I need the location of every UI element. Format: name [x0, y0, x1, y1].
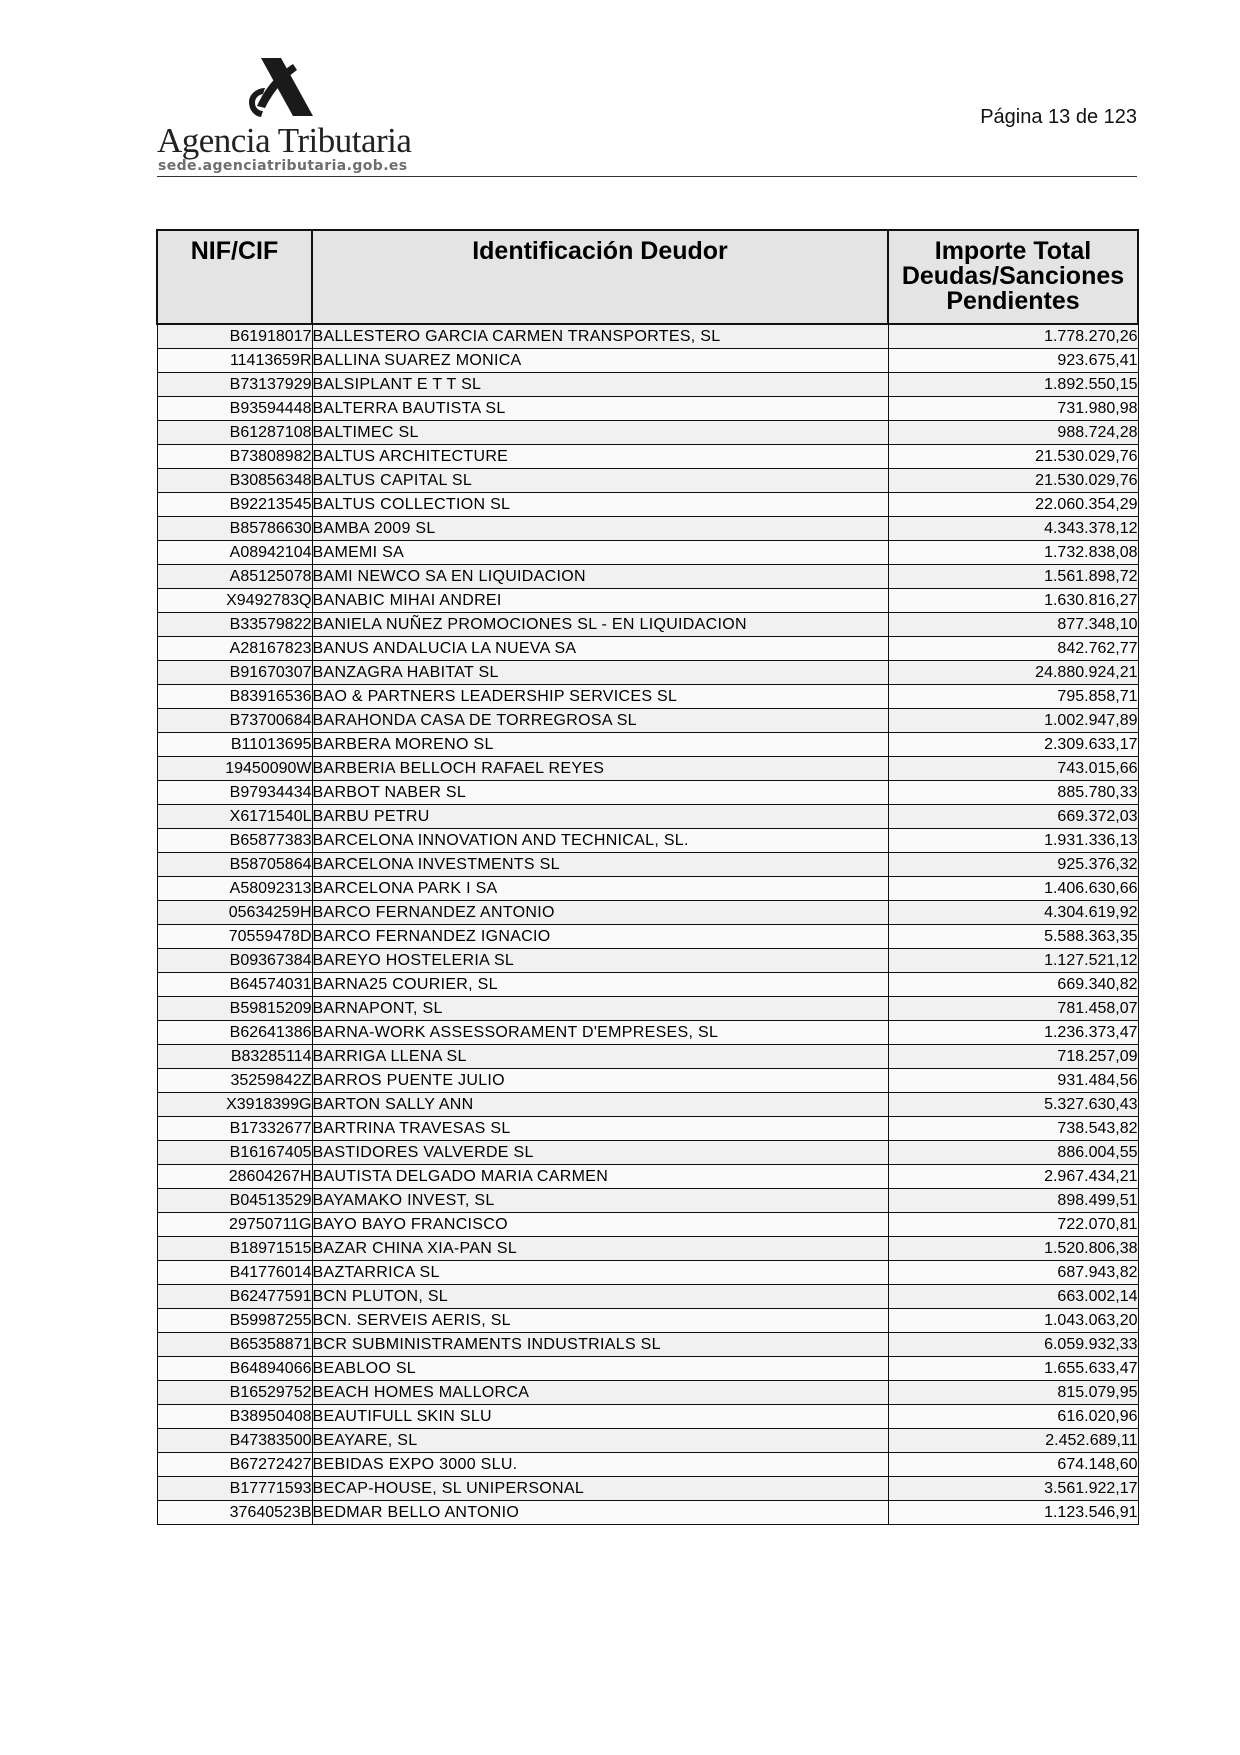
nif-cell: B83285114: [157, 1045, 312, 1069]
table-row: [157, 517, 1138, 541]
debtor-name-cell: BEAUTIFULL SKIN SLU: [312, 1405, 888, 1429]
nif-cell: A28167823: [157, 637, 312, 661]
table-row: [157, 493, 1138, 517]
debtor-name-cell: BARNA25 COURIER, SL: [312, 973, 888, 997]
table-row: [157, 1381, 1138, 1405]
nif-cell: 37640523B: [157, 1501, 312, 1525]
table-row: [157, 1333, 1138, 1357]
agency-url: sede.agenciatributaria.gob.es: [158, 158, 408, 174]
nif-cell: 35259842Z: [157, 1069, 312, 1093]
debtor-name-cell: BARCO FERNANDEZ ANTONIO: [312, 901, 888, 925]
nif-cell: B38950408: [157, 1405, 312, 1429]
table-row: [157, 1213, 1138, 1237]
nif-cell: B33579822: [157, 613, 312, 637]
nif-cell: X6171540L: [157, 805, 312, 829]
table-row: [157, 925, 1138, 949]
amount-cell: 1.127.521,12: [888, 949, 1138, 973]
amount-cell: 4.304.619,92: [888, 901, 1138, 925]
debtor-name-cell: BARROS PUENTE JULIO: [312, 1069, 888, 1093]
table-row: [157, 373, 1138, 397]
nif-cell: B97934434: [157, 781, 312, 805]
debtor-name-cell: BARRIGA LLENA SL: [312, 1045, 888, 1069]
table-row: [157, 877, 1138, 901]
debtor-name-cell: BARNAPONT, SL: [312, 997, 888, 1021]
amount-cell: 718.257,09: [888, 1045, 1138, 1069]
amount-cell: 731.980,98: [888, 397, 1138, 421]
table-row: [157, 1357, 1138, 1381]
amount-cell: 24.880.924,21: [888, 661, 1138, 685]
nif-cell: B93594448: [157, 397, 312, 421]
nif-cell: B09367384: [157, 949, 312, 973]
debtor-name-cell: BAREYO HOSTELERIA SL: [312, 949, 888, 973]
amount-cell: 22.060.354,29: [888, 493, 1138, 517]
nif-cell: B04513529: [157, 1189, 312, 1213]
amount-cell: 1.002.947,89: [888, 709, 1138, 733]
amount-cell: 1.655.633,47: [888, 1357, 1138, 1381]
amount-cell: 674.148,60: [888, 1453, 1138, 1477]
debtor-name-cell: BALTUS ARCHITECTURE: [312, 445, 888, 469]
table-row: [157, 685, 1138, 709]
debtors-table: [156, 229, 1139, 1525]
nif-cell: B11013695: [157, 733, 312, 757]
nif-cell: B73808982: [157, 445, 312, 469]
nif-cell: B59815209: [157, 997, 312, 1021]
amount-cell: 885.780,33: [888, 781, 1138, 805]
amount-cell: 722.070,81: [888, 1213, 1138, 1237]
debtor-name-cell: BARNA-WORK ASSESSORAMENT D'EMPRESES, SL: [312, 1021, 888, 1045]
amount-cell: 1.732.838,08: [888, 541, 1138, 565]
debtor-name-cell: BALTUS COLLECTION SL: [312, 493, 888, 517]
nif-cell: B30856348: [157, 469, 312, 493]
debtor-name-cell: BARTRINA TRAVESAS SL: [312, 1117, 888, 1141]
debtor-name-cell: BCR SUBMINISTRAMENTS INDUSTRIALS SL: [312, 1333, 888, 1357]
debtor-name-cell: BEBIDAS EXPO 3000 SLU.: [312, 1453, 888, 1477]
debtor-name-cell: BANUS ANDALUCIA LA NUEVA SA: [312, 637, 888, 661]
nif-cell: B65358871: [157, 1333, 312, 1357]
amount-cell: 781.458,07: [888, 997, 1138, 1021]
debtor-name-cell: BAZAR CHINA XIA-PAN SL: [312, 1237, 888, 1261]
table-row: [157, 781, 1138, 805]
table-row: [157, 661, 1138, 685]
page-header: [157, 58, 1137, 178]
amount-cell: 795.858,71: [888, 685, 1138, 709]
table-row: [157, 1069, 1138, 1093]
table-row: [157, 1309, 1138, 1333]
table-row: [157, 1021, 1138, 1045]
amount-cell: 4.343.378,12: [888, 517, 1138, 541]
nif-cell: 19450090W: [157, 757, 312, 781]
debtor-name-cell: BEABLOO SL: [312, 1357, 888, 1381]
nif-cell: B73700684: [157, 709, 312, 733]
debtor-name-cell: BALLESTERO GARCIA CARMEN TRANSPORTES, SL: [312, 324, 888, 349]
debtor-name-cell: BAZTARRICA SL: [312, 1261, 888, 1285]
agency-name: Agencia Tributaria: [157, 121, 412, 160]
nif-cell: B64574031: [157, 973, 312, 997]
header-divider: [157, 176, 1137, 177]
debtor-name-cell: BAO & PARTNERS LEADERSHIP SERVICES SL: [312, 685, 888, 709]
debtor-name-cell: BALTERRA BAUTISTA SL: [312, 397, 888, 421]
table-row: [157, 1285, 1138, 1309]
debtor-name-cell: BANABIC MIHAI ANDREI: [312, 589, 888, 613]
table-row: [157, 853, 1138, 877]
table-row: [157, 637, 1138, 661]
nif-cell: B47383500: [157, 1429, 312, 1453]
table-row: [157, 757, 1138, 781]
table-row: [157, 324, 1138, 349]
amount-cell: 6.059.932,33: [888, 1333, 1138, 1357]
amount-cell: 815.079,95: [888, 1381, 1138, 1405]
column-header-debtor: Identificación Deudor: [312, 230, 888, 324]
amount-cell: 1.406.630,66: [888, 877, 1138, 901]
table-row: [157, 733, 1138, 757]
nif-cell: B62641386: [157, 1021, 312, 1045]
debtor-name-cell: BCN. SERVEIS AERIS, SL: [312, 1309, 888, 1333]
table-row: [157, 805, 1138, 829]
amount-cell: 2.452.689,11: [888, 1429, 1138, 1453]
debtor-name-cell: BARBERA MORENO SL: [312, 733, 888, 757]
debtor-name-cell: BARAHONDA CASA DE TORREGROSA SL: [312, 709, 888, 733]
nif-cell: B64894066: [157, 1357, 312, 1381]
nif-cell: B62477591: [157, 1285, 312, 1309]
table-row: [157, 949, 1138, 973]
table-row: [157, 1237, 1138, 1261]
table-row: [157, 997, 1138, 1021]
table-row: [157, 541, 1138, 565]
amount-cell: 1.123.546,91: [888, 1501, 1138, 1525]
debtor-name-cell: BALTIMEC SL: [312, 421, 888, 445]
amount-cell: 1.630.816,27: [888, 589, 1138, 613]
debtor-name-cell: BARBOT NABER SL: [312, 781, 888, 805]
table-row: [157, 1453, 1138, 1477]
table-header-row: [157, 230, 1138, 324]
table-row: [157, 1477, 1138, 1501]
table-row: [157, 1405, 1138, 1429]
debtor-name-cell: BANIELA NUÑEZ PROMOCIONES SL - EN LIQUIDACION: [312, 613, 888, 637]
debtor-name-cell: BARCELONA INNOVATION AND TECHNICAL, SL.: [312, 829, 888, 853]
nif-cell: B58705864: [157, 853, 312, 877]
page-number: Página 13 de 123: [980, 106, 1137, 128]
amount-cell: 5.327.630,43: [888, 1093, 1138, 1117]
nif-cell: B85786630: [157, 517, 312, 541]
amount-cell: 1.931.336,13: [888, 829, 1138, 853]
table-row: [157, 1189, 1138, 1213]
table-row: [157, 1429, 1138, 1453]
table-row: [157, 1261, 1138, 1285]
amount-cell: 842.762,77: [888, 637, 1138, 661]
debtor-name-cell: BARBERIA BELLOCH RAFAEL REYES: [312, 757, 888, 781]
amount-cell: 743.015,66: [888, 757, 1138, 781]
nif-cell: A08942104: [157, 541, 312, 565]
nif-cell: B61918017: [157, 324, 312, 349]
nif-cell: B73137929: [157, 373, 312, 397]
debtor-name-cell: BARCO FERNANDEZ IGNACIO: [312, 925, 888, 949]
table-row: [157, 1141, 1138, 1165]
nif-cell: B18971515: [157, 1237, 312, 1261]
nif-cell: A58092313: [157, 877, 312, 901]
amount-cell: 669.372,03: [888, 805, 1138, 829]
table-row: [157, 445, 1138, 469]
nif-cell: 70559478D: [157, 925, 312, 949]
debtor-name-cell: BANZAGRA HABITAT SL: [312, 661, 888, 685]
debtor-name-cell: BARBU PETRU: [312, 805, 888, 829]
amount-cell: 1.778.270,26: [888, 324, 1138, 349]
debtor-name-cell: BAYO BAYO FRANCISCO: [312, 1213, 888, 1237]
amount-cell: 1.561.898,72: [888, 565, 1138, 589]
debtor-name-cell: BEDMAR BELLO ANTONIO: [312, 1501, 888, 1525]
nif-cell: 29750711G: [157, 1213, 312, 1237]
agency-logo-icon: [247, 58, 317, 120]
table-row: [157, 1501, 1138, 1525]
amount-cell: 1.520.806,38: [888, 1237, 1138, 1261]
column-header-amount: Importe Total Deudas/Sanciones Pendientes: [888, 230, 1138, 324]
amount-cell: 925.376,32: [888, 853, 1138, 877]
debtor-name-cell: BAMBA 2009 SL: [312, 517, 888, 541]
nif-cell: B67272427: [157, 1453, 312, 1477]
nif-cell: B91670307: [157, 661, 312, 685]
nif-cell: B16167405: [157, 1141, 312, 1165]
table-row: [157, 613, 1138, 637]
amount-cell: 616.020,96: [888, 1405, 1138, 1429]
amount-cell: 923.675,41: [888, 349, 1138, 373]
nif-cell: X3918399G: [157, 1093, 312, 1117]
amount-cell: 663.002,14: [888, 1285, 1138, 1309]
debtor-name-cell: BAMEMI SA: [312, 541, 888, 565]
debtor-name-cell: BARCELONA PARK I SA: [312, 877, 888, 901]
amount-cell: 1.892.550,15: [888, 373, 1138, 397]
table-row: [157, 1093, 1138, 1117]
nif-cell: B92213545: [157, 493, 312, 517]
table-row: [157, 421, 1138, 445]
nif-cell: 05634259H: [157, 901, 312, 925]
amount-cell: 669.340,82: [888, 973, 1138, 997]
amount-cell: 1.043.063,20: [888, 1309, 1138, 1333]
table-row: [157, 1165, 1138, 1189]
debtor-name-cell: BAMI NEWCO SA EN LIQUIDACION: [312, 565, 888, 589]
debtor-name-cell: BALLINA SUAREZ MONICA: [312, 349, 888, 373]
column-header-nif: NIF/CIF: [157, 230, 312, 324]
table-row: [157, 1045, 1138, 1069]
table-row: [157, 901, 1138, 925]
amount-cell: 2.309.633,17: [888, 733, 1138, 757]
amount-cell: 3.561.922,17: [888, 1477, 1138, 1501]
nif-cell: A85125078: [157, 565, 312, 589]
table-row: [157, 973, 1138, 997]
nif-cell: B83916536: [157, 685, 312, 709]
amount-cell: 898.499,51: [888, 1189, 1138, 1213]
amount-cell: 2.967.434,21: [888, 1165, 1138, 1189]
debtor-name-cell: BALSIPLANT E T T SL: [312, 373, 888, 397]
table-row: [157, 565, 1138, 589]
table-row: [157, 709, 1138, 733]
nif-cell: B17332677: [157, 1117, 312, 1141]
nif-cell: B17771593: [157, 1477, 312, 1501]
amount-cell: 21.530.029,76: [888, 445, 1138, 469]
amount-cell: 5.588.363,35: [888, 925, 1138, 949]
debtor-name-cell: BEAYARE, SL: [312, 1429, 888, 1453]
debtor-name-cell: BARTON SALLY ANN: [312, 1093, 888, 1117]
table-row: [157, 589, 1138, 613]
debtor-name-cell: BARCELONA INVESTMENTS SL: [312, 853, 888, 877]
nif-cell: B16529752: [157, 1381, 312, 1405]
nif-cell: B59987255: [157, 1309, 312, 1333]
nif-cell: 11413659R: [157, 349, 312, 373]
table-row: [157, 397, 1138, 421]
nif-cell: B61287108: [157, 421, 312, 445]
amount-cell: 21.530.029,76: [888, 469, 1138, 493]
table-row: [157, 1117, 1138, 1141]
amount-cell: 1.236.373,47: [888, 1021, 1138, 1045]
debtor-name-cell: BALTUS CAPITAL SL: [312, 469, 888, 493]
nif-cell: B41776014: [157, 1261, 312, 1285]
debtor-name-cell: BECAP-HOUSE, SL UNIPERSONAL: [312, 1477, 888, 1501]
table-row: [157, 349, 1138, 373]
debtor-name-cell: BCN PLUTON, SL: [312, 1285, 888, 1309]
amount-cell: 687.943,82: [888, 1261, 1138, 1285]
amount-cell: 988.724,28: [888, 421, 1138, 445]
nif-cell: B65877383: [157, 829, 312, 853]
amount-cell: 877.348,10: [888, 613, 1138, 637]
nif-cell: 28604267H: [157, 1165, 312, 1189]
amount-cell: 931.484,56: [888, 1069, 1138, 1093]
debtor-name-cell: BEACH HOMES MALLORCA: [312, 1381, 888, 1405]
amount-cell: 886.004,55: [888, 1141, 1138, 1165]
debtor-name-cell: BASTIDORES VALVERDE SL: [312, 1141, 888, 1165]
amount-cell: 738.543,82: [888, 1117, 1138, 1141]
nif-cell: X9492783Q: [157, 589, 312, 613]
debtor-name-cell: BAUTISTA DELGADO MARIA CARMEN: [312, 1165, 888, 1189]
debtor-name-cell: BAYAMAKO INVEST, SL: [312, 1189, 888, 1213]
table-row: [157, 469, 1138, 493]
table-row: [157, 829, 1138, 853]
